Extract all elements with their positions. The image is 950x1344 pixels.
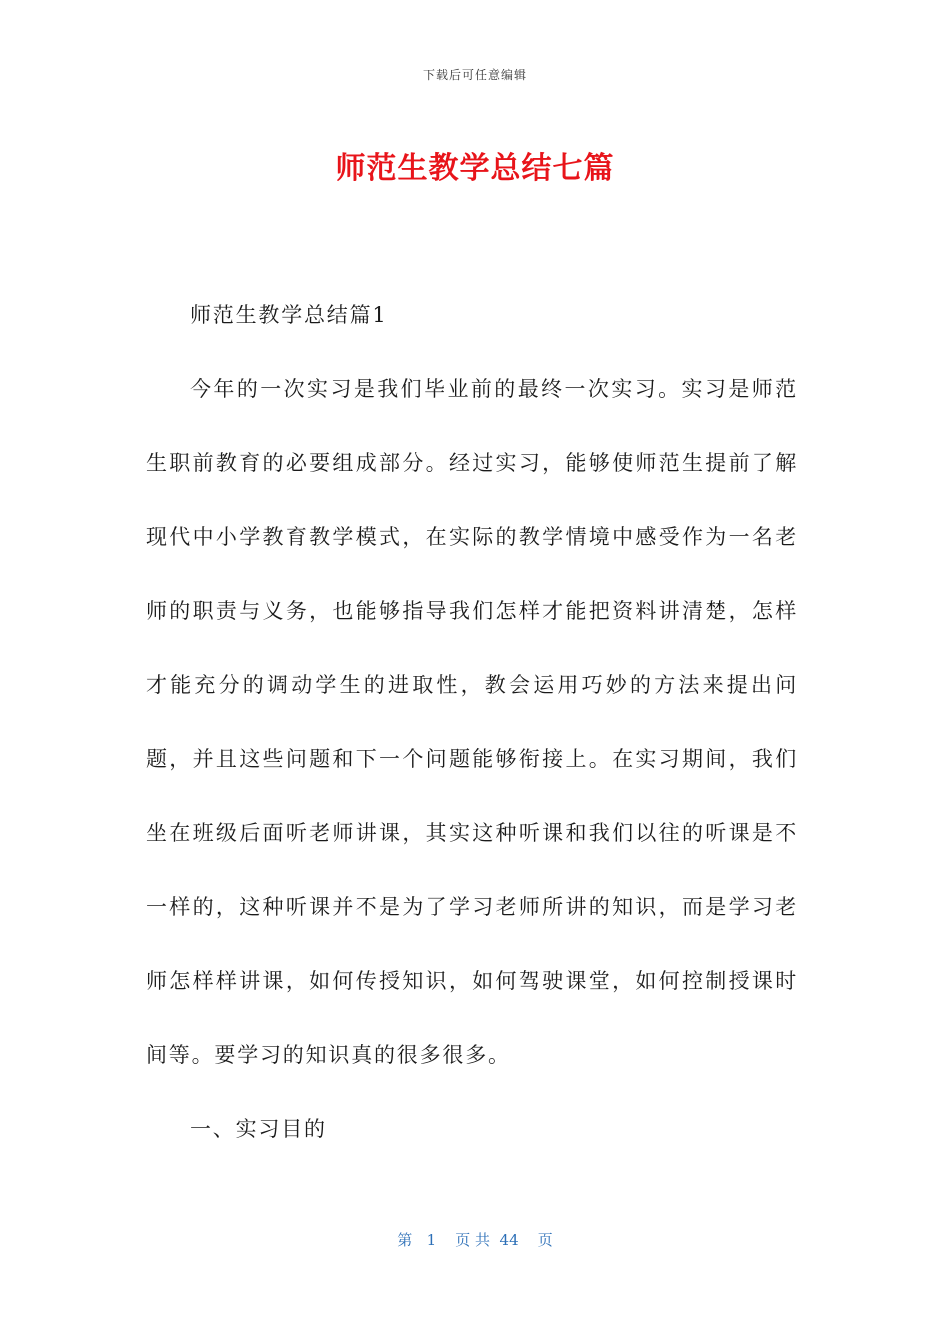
header-note: 下载后可任意编辑 <box>422 68 527 82</box>
current-page-number: 1 <box>426 1231 437 1249</box>
section-heading: 师范生教学总结篇1 <box>190 303 388 327</box>
total-pages-number: 44 <box>499 1231 519 1249</box>
footer-prefix: 第 <box>397 1231 413 1249</box>
footer-mid: 页 共 <box>455 1231 490 1249</box>
subsection-heading: 一、实习目的 <box>190 1117 327 1141</box>
document-title: 师范生教学总结七篇 <box>335 151 615 186</box>
page-footer <box>0 1229 950 1250</box>
body-paragraph: 今年的一次实习是我们毕业前的最终一次实习。实习是师范生职前教育的必要组成部分。经过实习，能够使师范生提前了解现代中小学教育教学模式，在实际的教学情境中感受作为一名老师的职责与义务，也能够指导我们怎样才能把资料讲清楚，怎样才能充分的调动学生的进取性，教会运用巧妙的方法来提出问题，并且这些问题和下一个问题能够衔接上。在实习期间，我们坐在班级后面听老师讲课，其实这种听课和我们以往的听课是不一样的，这种听课并不是为了学习老师所讲的知识，而是学习老师怎样样讲课，如何传授知识，如何驾驶课堂，如何控制授课时间等。要学习的知识真的很多很多。 <box>146 377 798 1067</box>
footer-suffix: 页 <box>537 1231 553 1249</box>
document-body <box>146 278 798 1166</box>
